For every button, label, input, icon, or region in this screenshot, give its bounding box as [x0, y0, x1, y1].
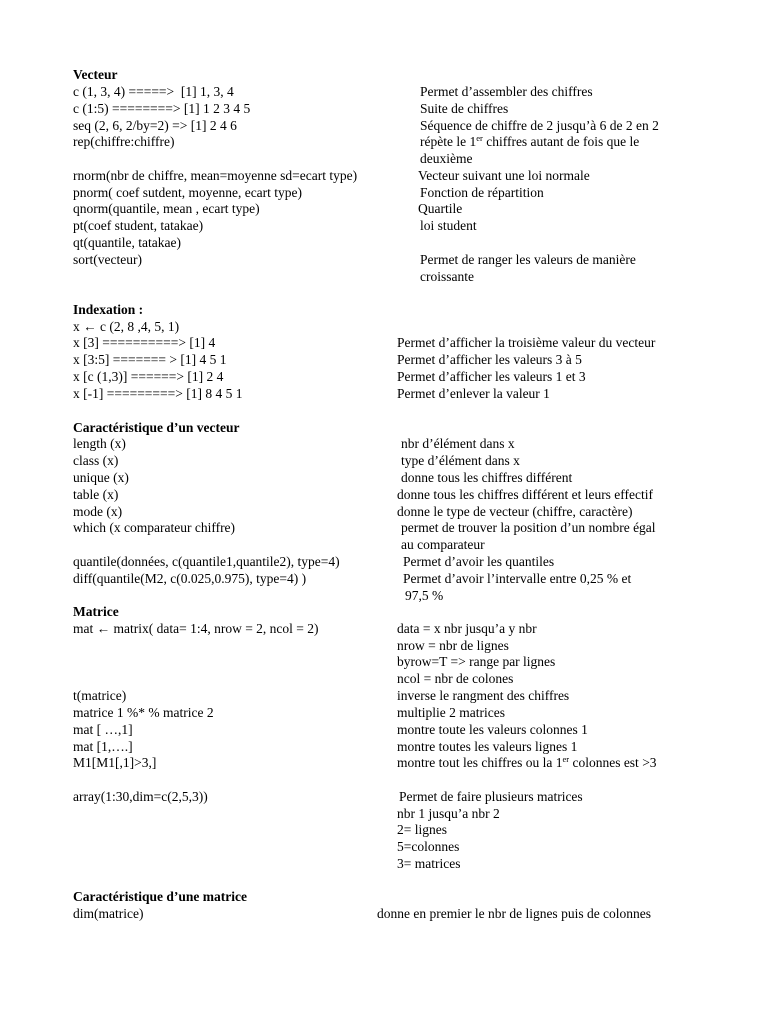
description-continuation: byrow=T => range par lignes — [397, 654, 556, 669]
description-line: permet de trouver la position d’un nombre égal — [401, 520, 656, 535]
code-line: t(matrice) — [73, 688, 127, 703]
description-continuation: 5=colonnes — [397, 839, 460, 854]
description-line: Permet d’afficher la troisième valeur du vecteur — [397, 335, 656, 350]
section-title-vecteur: Vecteur — [73, 67, 118, 82]
description-text: colonnes est >3 — [569, 755, 657, 770]
code-line: mode (x) — [73, 504, 123, 519]
description-line: Vecteur suivant une loi normale — [418, 168, 590, 183]
code-line: qnorm(quantile, mean , ecart type) — [73, 201, 260, 216]
superscript: er — [562, 754, 570, 764]
description-continuation: nrow = nbr de lignes — [397, 638, 509, 653]
description-line: donne en premier le nbr de lignes puis de colonnes — [377, 906, 652, 921]
code-line: mat [ …,1] — [73, 722, 133, 737]
code-line: diff(quantile(M2, c(0.025,0.975), type=4) ) — [73, 571, 307, 586]
description-line: donne tous les chiffres différent — [401, 470, 573, 485]
description-line — [397, 756, 657, 770]
code-line: sort(vecteur) — [73, 252, 142, 267]
code-line: x [3] ==========> [1] 4 — [73, 335, 216, 350]
description-line — [420, 135, 639, 149]
code-line: which (x comparateur chiffre) — [73, 520, 236, 535]
description-text: montre tout les chiffres ou la 1 — [397, 755, 563, 770]
code-line: class (x) — [73, 453, 119, 468]
description-line: Permet d’enlever la valeur 1 — [397, 386, 550, 401]
code-line: matrice 1 %* % matrice 2 — [73, 705, 214, 720]
description-line: data = x nbr jusqu’a y nbr — [397, 621, 537, 636]
description-line: multiplie 2 matrices — [397, 705, 505, 720]
code-line: dim(matrice) — [73, 906, 144, 921]
code-line: mat [1,….] — [73, 739, 133, 754]
description-line: Séquence de chiffre de 2 jusqu’à 6 de 2 en 2 — [420, 118, 659, 133]
description-line: Permet d’assembler des chiffres — [420, 84, 593, 99]
description-continuation: deuxième — [420, 151, 473, 166]
description-line: inverse le rangment des chiffres — [397, 688, 570, 703]
code-line: seq (2, 6, 2/by=2) => [1] 2 4 6 — [73, 118, 237, 133]
description-line: donne le type de vecteur (chiffre, caractère) — [397, 504, 633, 519]
description-continuation: au comparateur — [401, 537, 485, 552]
description-line: Quartile — [418, 201, 463, 216]
description-line: Permet d’avoir les quantiles — [403, 554, 555, 569]
description-continuation: 2= lignes — [397, 822, 447, 837]
description-continuation: croissante — [420, 269, 474, 284]
code-line: x [-1] =========> [1] 8 4 5 1 — [73, 386, 243, 401]
code-line: x ← c (2, 8 ,4, 5, 1) — [73, 319, 180, 334]
description-continuation: ncol = nbr de colones — [397, 671, 514, 686]
code-line: pt(coef student, tatakae) — [73, 218, 204, 233]
description-line: type d’élément dans x — [401, 453, 520, 468]
code-line: rnorm(nbr de chiffre, mean=moyenne sd=ecart type) — [73, 168, 358, 183]
code-line: array(1:30,dim=c(2,5,3)) — [73, 789, 208, 804]
code-line: rep(chiffre:chiffre) — [73, 134, 175, 149]
description-line: nbr d’élément dans x — [401, 436, 515, 451]
code-line: length (x) — [73, 436, 126, 451]
description-line: donne tous les chiffres différent et leurs effectif — [397, 487, 654, 502]
code-line: M1[M1[,1]>3,] — [73, 755, 157, 770]
description-line: montre toute les valeurs colonnes 1 — [397, 722, 588, 737]
code-line: table (x) — [73, 487, 119, 502]
description-line: Permet de faire plusieurs matrices — [399, 789, 583, 804]
description-line: Permet de ranger les valeurs de manière — [420, 252, 636, 267]
section-title-caracteristique-vecteur: Caractéristique d’un vecteur — [73, 420, 240, 435]
code-line: unique (x) — [73, 470, 129, 485]
code-line: x [c (1,3)] ======> [1] 2 4 — [73, 369, 224, 384]
description-line: Permet d’afficher les valeurs 3 à 5 — [397, 352, 582, 367]
code-line: c (1:5) ========> [1] 1 2 3 4 5 — [73, 101, 251, 116]
code-line: mat ← matrix( data= 1:4, nrow = 2, ncol = 2) — [73, 621, 319, 636]
description-continuation: 97,5 % — [405, 588, 444, 603]
description-line: Permet d’afficher les valeurs 1 et 3 — [397, 369, 586, 384]
description-text: répète le 1 — [420, 134, 477, 149]
description-line: Suite de chiffres — [420, 101, 509, 116]
section-title-caracteristique-matrice: Caractéristique d’une matrice — [73, 889, 247, 904]
description-line: Fonction de répartition — [420, 185, 544, 200]
description-line: montre toutes les valeurs lignes 1 — [397, 739, 578, 754]
section-title-indexation: Indexation : — [73, 302, 144, 317]
description-continuation: 3= matrices — [397, 856, 461, 871]
description-line: loi student — [420, 218, 477, 233]
description-text: chiffres autant de fois que le — [482, 134, 640, 149]
code-line: c (1, 3, 4) =====> [1] 1, 3, 4 — [73, 84, 234, 99]
code-line: qt(quantile, tatakae) — [73, 235, 181, 250]
description-continuation: nbr 1 jusqu’a nbr 2 — [397, 806, 500, 821]
code-line: quantile(données, c(quantile1,quantile2), type=4) — [73, 554, 340, 569]
section-title-matrice: Matrice — [73, 604, 119, 619]
code-line: pnorm( coef sutdent, moyenne, ecart type) — [73, 185, 303, 200]
superscript: er — [476, 133, 483, 143]
description-line: Permet d’avoir l’intervalle entre 0,25 % et — [403, 571, 632, 586]
code-line: x [3:5] ======= > [1] 4 5 1 — [73, 352, 227, 367]
